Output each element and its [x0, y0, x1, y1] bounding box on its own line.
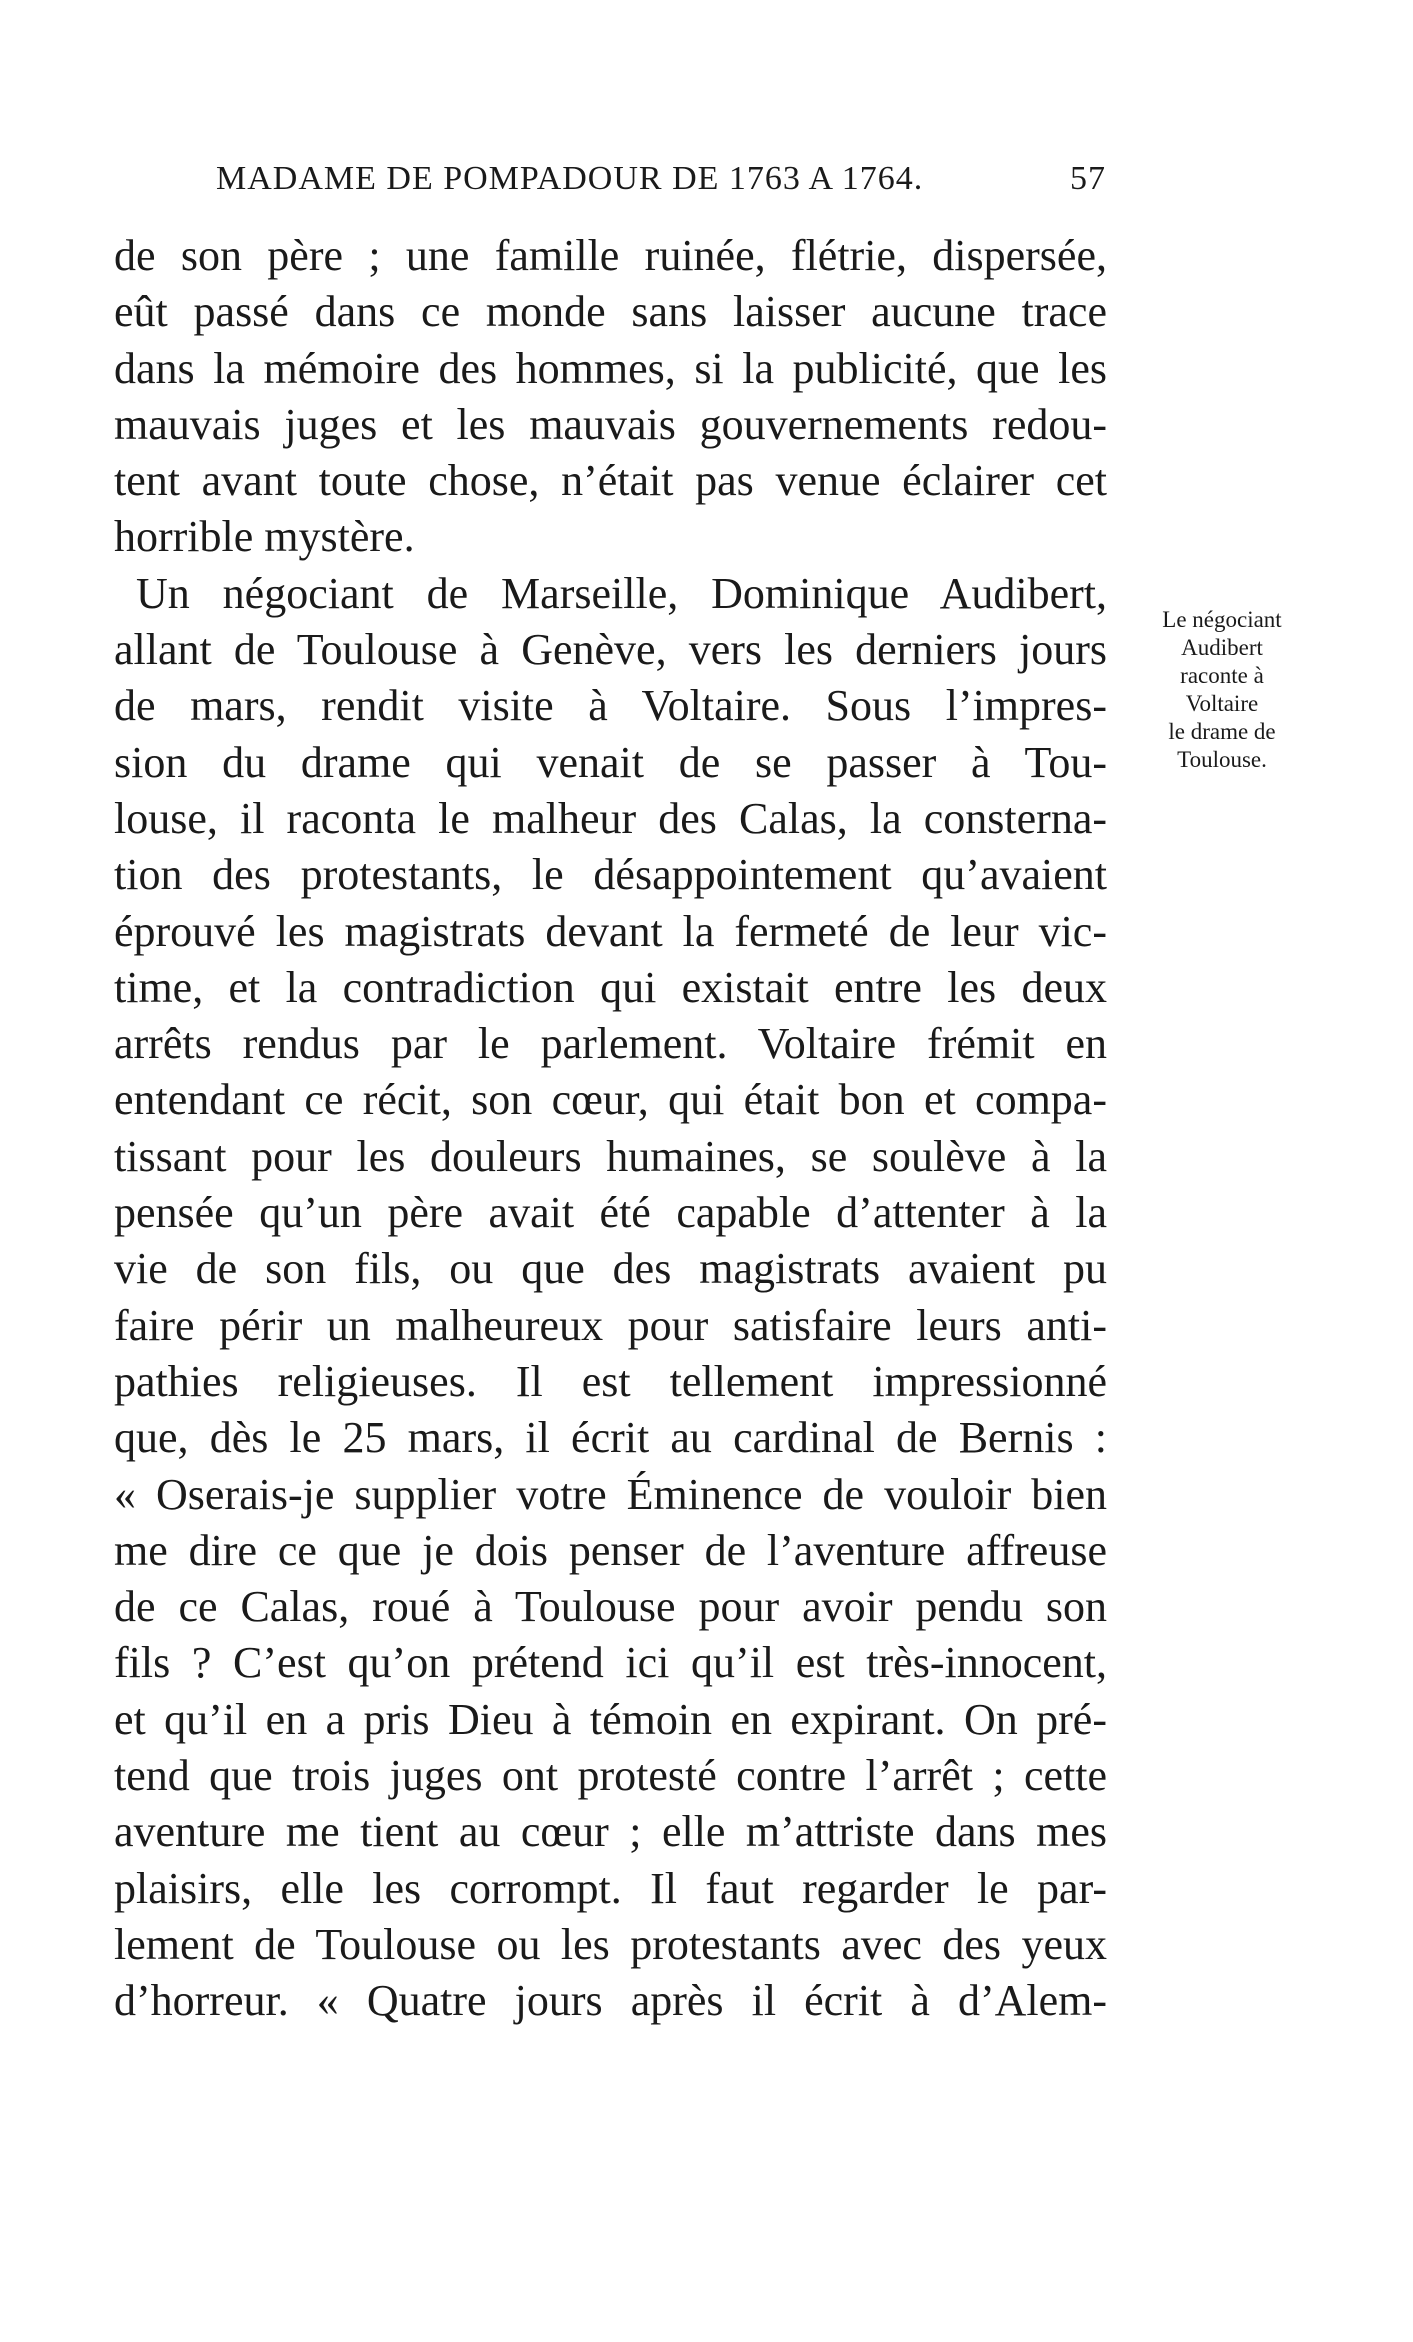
text-line: horrible mystère. — [114, 512, 415, 562]
text-line: eût passé dans ce monde sans laisser aucune trace — [114, 287, 1107, 337]
text-line: tion des protestants, le désappointement qu’avaient — [114, 850, 1107, 900]
text-line: d’horreur. « Quatre jours après il écrit à d’Alem- — [114, 1976, 1107, 2026]
text-line: de mars, rendit visite à Voltaire. Sous l’impres- — [114, 681, 1107, 731]
text-line: tend que trois juges ont protesté contre l’arrêt ; cette — [114, 1751, 1107, 1801]
text-line: plaisirs, elle les corrompt. Il faut regarder le par- — [114, 1863, 1107, 1913]
text-line: tent avant toute chose, n’était pas venue éclairer cet — [114, 456, 1107, 506]
margin-note-line: raconte à — [1180, 663, 1264, 688]
margin-note-line: Le négociant — [1162, 607, 1282, 632]
text-line: time, et la contradiction qui existait entre les deux — [114, 962, 1107, 1012]
margin-note-line: Toulouse. — [1177, 747, 1267, 772]
running-title: MADAME DE POMPADOUR DE 1763 A 1764. — [216, 160, 924, 197]
page-number: 57 — [1070, 160, 1106, 197]
text-line: vie de son fils, ou que des magistrats avaient pu — [114, 1244, 1107, 1294]
text-line: aventure me tient au cœur ; elle m’attriste dans mes — [114, 1807, 1107, 1857]
margin-note-line: Voltaire — [1185, 691, 1259, 716]
body-text — [114, 228, 1107, 2030]
text-line: éprouvé les magistrats devant la fermeté de leur vic- — [114, 906, 1107, 956]
text-line: pensée qu’un père avait été capable d’attenter à la — [114, 1188, 1107, 1238]
text-line: sion du drame qui venait de se passer à Tou- — [114, 737, 1107, 787]
text-line: que, dès le 25 mars, il écrit au cardinal de Bernis : — [114, 1413, 1107, 1463]
text-line: tissant pour les douleurs humaines, se soulève à la — [114, 1131, 1107, 1181]
text-line: me dire ce que je dois penser de l’aventure affreuse — [114, 1525, 1107, 1575]
margin-note-line: le drame de — [1168, 719, 1276, 744]
running-header — [216, 160, 1106, 210]
text-line: faire périr un malheureux pour satisfaire leurs anti- — [114, 1300, 1107, 1350]
text-line: dans la mémoire des hommes, si la publicité, que les — [114, 343, 1107, 393]
text-line: pathies religieuses. Il est tellement impressionné — [114, 1356, 1107, 1406]
text-line: « Oserais-je supplier votre Éminence de vouloir bien — [114, 1469, 1107, 1519]
text-line: entendant ce récit, son cœur, qui était bon et compa- — [114, 1075, 1107, 1125]
margin-note — [1122, 606, 1322, 774]
text-line: et qu’il en a pris Dieu à témoin en expirant. On pré- — [114, 1694, 1107, 1744]
text-line: allant de Toulouse à Genève, vers les derniers jours — [114, 625, 1107, 675]
text-line: de ce Calas, roué à Toulouse pour avoir pendu son — [114, 1582, 1107, 1632]
text-line: de son père ; une famille ruinée, flétrie, dispersée, — [114, 231, 1107, 280]
text-line: Un négociant de Marseille, Dominique Audibert, — [136, 568, 1107, 618]
text-line: lement de Toulouse ou les protestants avec des yeux — [114, 1919, 1107, 1969]
text-line: fils ? C’est qu’on prétend ici qu’il est très-innocent, — [114, 1638, 1107, 1688]
text-line: mauvais juges et les mauvais gouvernements redou- — [114, 399, 1107, 449]
text-line: louse, il raconta le malheur des Calas, la consterna- — [114, 793, 1107, 843]
margin-note-line: Audibert — [1181, 635, 1263, 660]
text-line: arrêts rendus par le parlement. Voltaire frémit en — [114, 1019, 1107, 1069]
